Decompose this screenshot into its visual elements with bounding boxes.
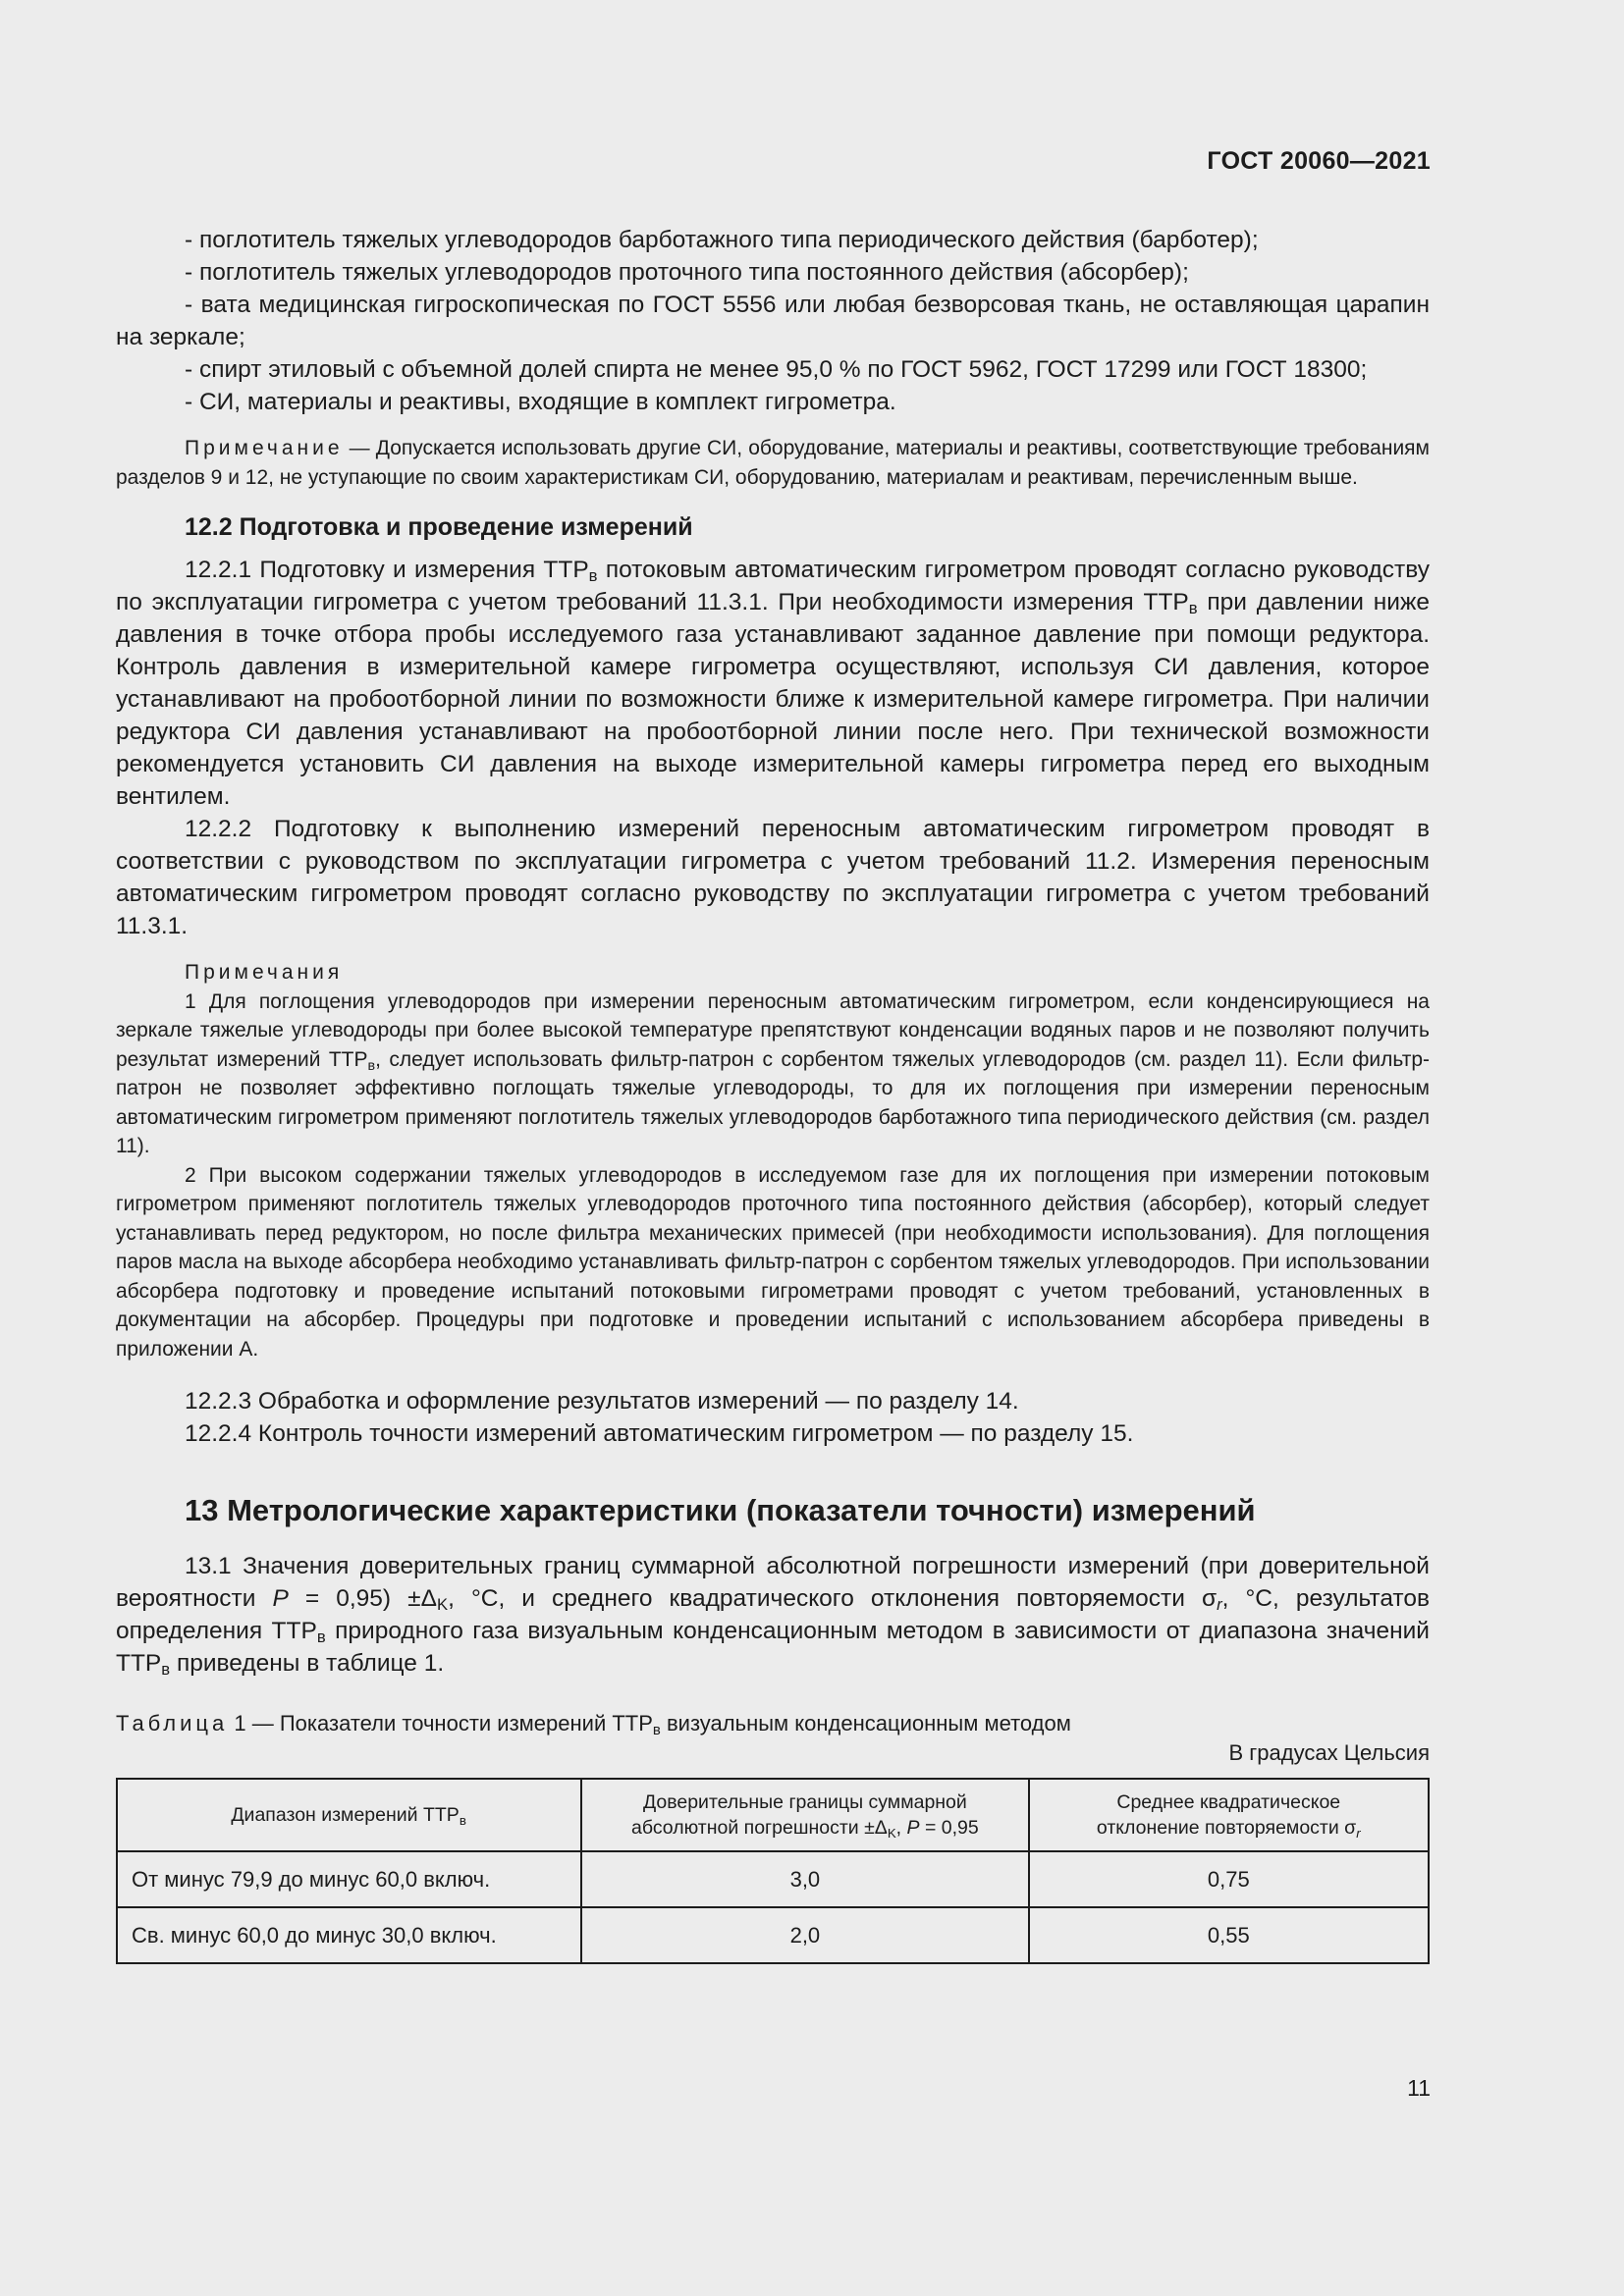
paragraph-12-2-1 [116, 554, 1430, 813]
italic-symbol: P [906, 1817, 920, 1839]
list-item: - поглотитель тяжелых углеводородов барботажного типа периодического действия (барботер); [185, 227, 1259, 253]
table-row [117, 1907, 1429, 1963]
list-item: - поглотитель тяжелых углеводородов проточного типа постоянного действия (абсорбер); [185, 259, 1189, 286]
text-run: абсолютной погрешности ±Δ [631, 1817, 888, 1839]
subscript: в [161, 1660, 171, 1679]
subscript: r [1356, 1826, 1361, 1841]
text-run: Доверительные границы суммарной [642, 1791, 967, 1813]
text-run: потоковым автоматическим гигрометром проводят согласно руководству по эксплуатации гигрометра с учетом требований 11.3.1. При необходимости измерения ТТР [116, 557, 1431, 615]
cell-range: От минус 79,9 до минус 60,0 включ. [117, 1851, 581, 1907]
text-run: , °C, и среднего квадратического отклонения повторяемости σ [448, 1585, 1218, 1612]
text-run: , следует использовать фильтр-патрон с сорбентом тяжелых углеводородов (см. раздел 11). Если фильтр-патрон не позволяет эффективно поглощать тяжелые углеводороды, то для их поглощения при измерении переносным автоматическим гигрометром применяют поглотитель тяжелых углеводородов барботажного типа периодического действия (см. раздел 11). [116, 1047, 1430, 1157]
text-run: 13.1 Значения доверительных границ суммарной абсолютной погрешности измерений (при доверительной вероятности [116, 1553, 1430, 1612]
text-run: 1 — Показатели точности измерений ТТР [228, 1711, 653, 1735]
text-run: Диапазон измерений ТТР [231, 1804, 460, 1826]
page-number: 11 [1407, 2075, 1431, 2101]
table-caption-label: Таблица [116, 1711, 229, 1735]
subscript: r [1217, 1595, 1222, 1614]
note-text: — Допускается использовать другие СИ, оборудование, материалы и реактивы, соответствующие требованиям разделов 9 и 12, не уступающие по своим характеристикам СИ, оборудованию, материалам и реактивам, перечисленным выше. [116, 437, 1430, 489]
text-run: = 0,95 [919, 1817, 979, 1839]
list-item: - СИ, материалы и реактивы, входящие в комплект гигрометра. [185, 389, 896, 415]
text-run: = 0,95) ±Δ [288, 1585, 437, 1612]
document-code: ГОСТ 20060—2021 [1207, 147, 1431, 175]
note-1 [116, 988, 1430, 1161]
section-heading-12-2: 12.2 Подготовка и проведение измерений [185, 513, 693, 541]
text-run: , [895, 1817, 907, 1839]
cell-sigma: 0,55 [1029, 1907, 1429, 1963]
subscript: K [436, 1595, 449, 1614]
cell-delta: 3,0 [581, 1851, 1028, 1907]
subscript: в [588, 566, 598, 585]
table-units: В градусах Цельсия [1228, 1740, 1430, 1765]
subscript: в [316, 1628, 326, 1646]
text-run: 1 Для поглощения углеводородов при измерении переносным автоматическим гигрометром, если конденсирующиеся на зеркале тяжелые углеводороды при более высокой температуре препятствуют конденсации водяных паров и не позволяют получить результат измерений ТТР [116, 989, 1430, 1071]
subscript: K [887, 1826, 896, 1841]
notes-label: Примечания [185, 961, 344, 984]
text-run: при давлении ниже давления в точке отбора пробы исследуемого газа устанавливают заданное давление при помощи редуктора. Контроль давления в измерительной камере гигрометра осуществляют, используя СИ давления, которое устанавливают на пробоотборной линии по возможности ближе к измерительной камере гигрометра. При наличии редуктора СИ давления устанавливают на пробоотборной линии после него. При технической возможности рекомендуется установить СИ давления на выходе измерительной камеры гигрометра перед его выходным вентилем. [116, 589, 1430, 810]
paragraph-12-2-4: 12.2.4 Контроль точности измерений автоматическим гигрометром — по разделу 15. [185, 1420, 1134, 1447]
page-content [116, 224, 1430, 1964]
header-cell-sigma [1029, 1779, 1429, 1851]
section-heading-13: 13 Метрологические характеристики (показатели точности) измерений [185, 1493, 1256, 1527]
text-run: приведены в таблице 1. [170, 1650, 445, 1677]
table-header-row [117, 1779, 1429, 1851]
header-cell-range [117, 1779, 581, 1851]
text-run: природного газа визуальным конденсационным методом в зависимости от диапазона значений ТТР [116, 1618, 1430, 1677]
paragraph-12-2-3: 12.2.3 Обработка и оформление результатов измерений — по разделу 14. [185, 1388, 1019, 1415]
cell-range: Св. минус 60,0 до минус 30,0 включ. [117, 1907, 581, 1963]
text-run: , °C, результатов определения ТТР [116, 1585, 1430, 1644]
text-run: отклонение повторяемости σ [1096, 1817, 1357, 1839]
list-item: - вата медицинская гигроскопическая по ГОСТ 5556 или любая безворсовая ткань, не оставляющая царапин на зеркале; [116, 292, 1430, 350]
accuracy-table [116, 1778, 1430, 1964]
subscript: в [459, 1813, 466, 1828]
paragraph-13-1 [116, 1550, 1430, 1680]
table-row [117, 1851, 1429, 1907]
cell-sigma: 0,75 [1029, 1851, 1429, 1907]
cell-delta: 2,0 [581, 1907, 1028, 1963]
text-run: 12.2.1 Подготовку и измерения ТТР [185, 557, 589, 583]
text-run: Среднее квадратическое [1116, 1791, 1341, 1813]
note-paragraph [116, 434, 1430, 492]
table-caption [116, 1709, 1430, 1738]
list-item: - спирт этиловый с объемной долей спирта не менее 95,0 % по ГОСТ 5962, ГОСТ 17299 или ГОСТ 18300; [185, 356, 1368, 383]
text-run: визуальным конденсационным методом [660, 1711, 1071, 1735]
header-cell-delta [581, 1779, 1028, 1851]
note-label: Примечание [185, 437, 344, 459]
note-2: 2 При высоком содержании тяжелых углеводородов в исследуемом газе для их поглощения при измерении потоковым гигрометром применяют поглотитель тяжелых углеводородов проточного типа постоянного действия (абсорбер), который следует устанавливать перед редуктором, но после фильтра механических примесей (при необходимости использования). Для поглощения паров масла на выходе абсорбера необходимо устанавливать фильтр-патрон с сорбентом тяжелых углеводородов. При использовании абсорбера подготовку и проведение испытаний потоковыми гигрометрами проводят с учетом требований, установленных в документации на абсорбер. Процедуры при подготовке и проведении испытаний с использованием абсорбера приведены в приложении А. [116, 1163, 1430, 1361]
subscript: в [1188, 599, 1198, 617]
italic-symbol: P [272, 1585, 289, 1612]
subscript: в [652, 1722, 661, 1738]
paragraph-12-2-2: 12.2.2 Подготовку к выполнению измерений переносным автоматическим гигрометром проводят в соответствии с руководством по эксплуатации гигрометра с учетом требований 11.2. Измерения переносным автоматическим гигрометром проводят согласно руководству по эксплуатации гигрометра с учетом требований 11.3.1. [116, 816, 1430, 939]
subscript: в [367, 1057, 376, 1074]
